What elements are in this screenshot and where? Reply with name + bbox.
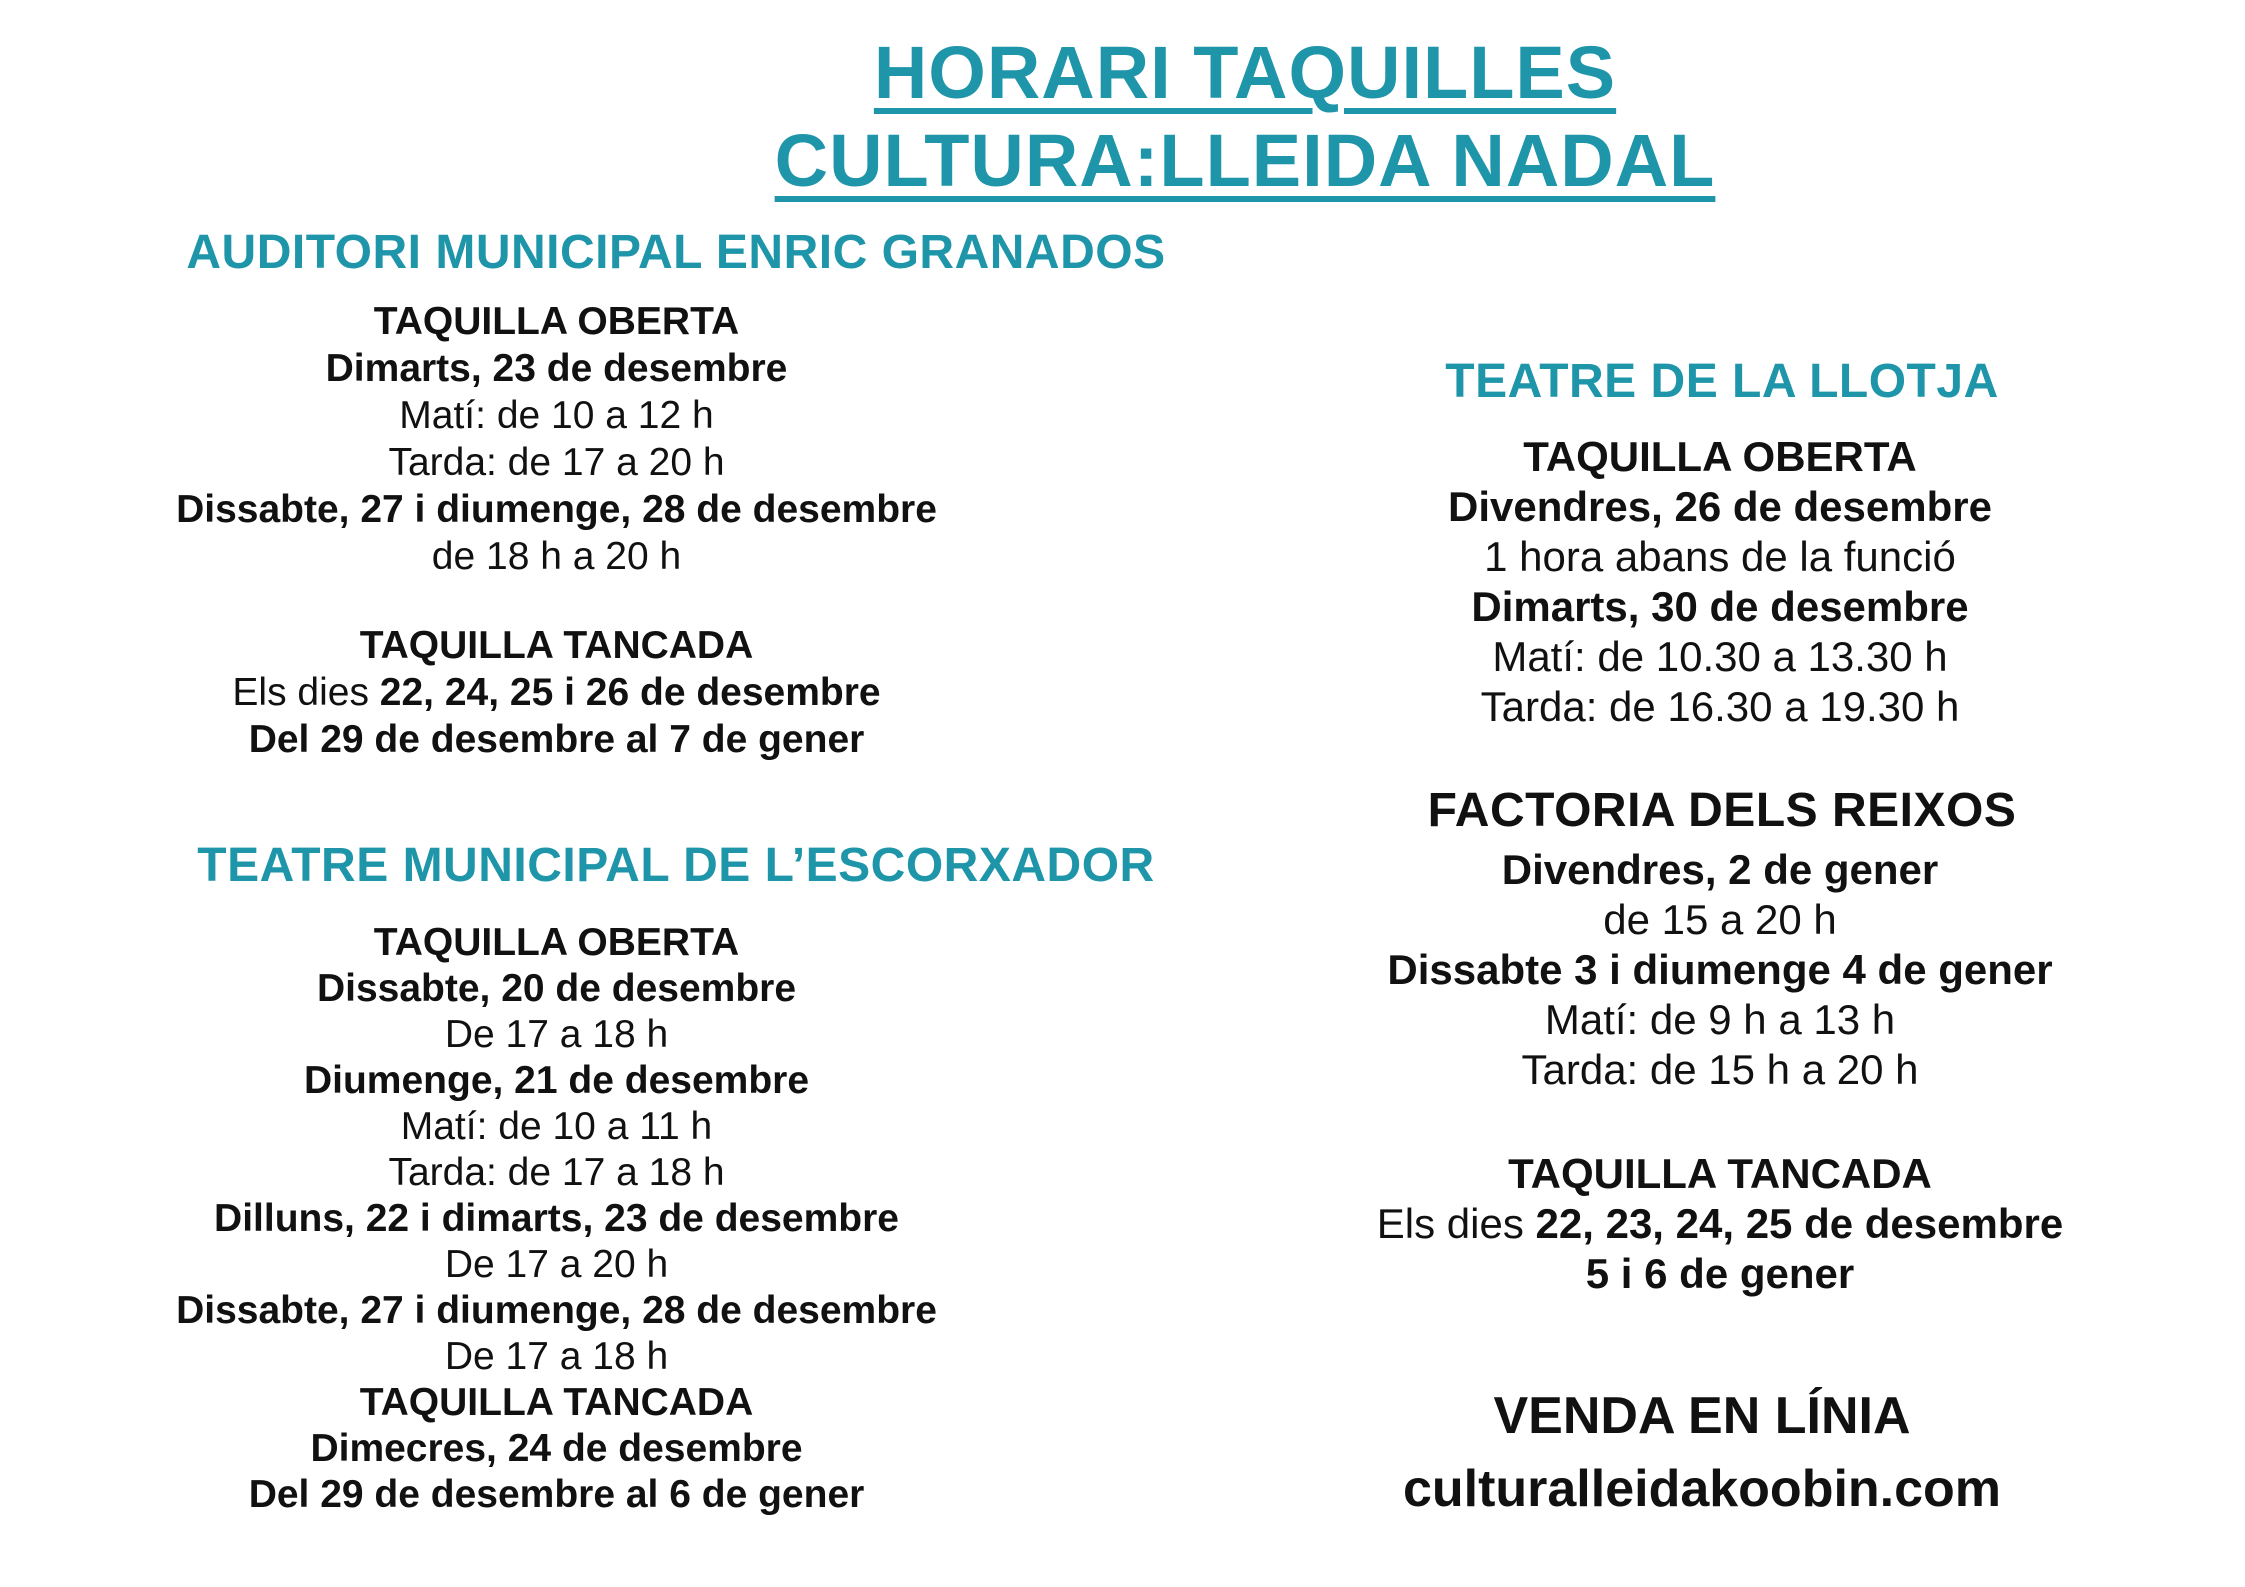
schedule-text: Tarda: de 15 h a 20 h — [1521, 1046, 1919, 1093]
schedule-text: TAQUILLA TANCADA — [359, 1381, 754, 1424]
schedule-llotja — [1200, 432, 2240, 732]
schedule-line — [0, 1196, 1113, 1242]
schedule-text: TAQUILLA OBERTA — [373, 921, 740, 964]
schedule-line — [0, 392, 1113, 439]
schedule-text: De 17 a 20 h — [444, 1243, 669, 1286]
schedule-line — [0, 920, 1113, 966]
schedule-line — [1200, 995, 2240, 1045]
schedule-text: 1 hora abans de la funció — [1484, 533, 1956, 580]
schedule-text: Els dies — [232, 671, 380, 714]
schedule-line — [0, 622, 1113, 669]
venue-heading-escorxador: TEATRE MUNICIPAL DE L’ESCORXADOR — [197, 839, 1155, 892]
schedule-text: Dissabte, 20 de desembre — [316, 967, 797, 1010]
schedule-auditori-closed — [0, 622, 1113, 763]
schedule-line — [0, 1012, 1113, 1058]
schedule-line — [0, 486, 1113, 533]
schedule-text: Del 29 de desembre al 7 de gener — [248, 718, 865, 761]
schedule-line — [0, 533, 1113, 580]
schedule-text: Dilluns, 22 i dimarts, 23 de desembre — [214, 1197, 899, 1240]
schedule-text: culturalleidakoobin.com — [1402, 1460, 2002, 1518]
schedule-line — [1200, 1149, 2240, 1199]
title-line-1: HORARI TAQUILLES — [873, 31, 1617, 114]
schedule-line — [0, 298, 1113, 345]
schedule-text: Dimecres, 24 de desembre — [310, 1427, 803, 1470]
schedule-line — [0, 669, 1113, 716]
schedule-text: VENDA EN LÍNIA — [1493, 1387, 1911, 1445]
schedule-right-closed — [1200, 1149, 2240, 1299]
schedule-line — [1200, 1249, 2240, 1299]
schedule-text: Dissabte 3 i diumenge 4 de gener — [1387, 946, 2053, 993]
schedule-escorxador — [0, 920, 1113, 1518]
schedule-text: Matí: de 9 h a 13 h — [1544, 996, 1896, 1043]
schedule-text: Dissabte, 27 i diumenge, 28 de desembre — [176, 1289, 937, 1332]
schedule-line — [1200, 1045, 2240, 1095]
schedule-line — [1182, 1453, 2222, 1526]
schedule-text: De 17 a 18 h — [444, 1013, 669, 1056]
schedule-text: De 17 a 18 h — [444, 1335, 669, 1378]
schedule-line — [1200, 945, 2240, 995]
schedule-line — [1200, 532, 2240, 582]
schedule-line — [1182, 1380, 2222, 1453]
schedule-auditori-open — [0, 298, 1113, 580]
schedule-line — [1200, 632, 2240, 682]
schedule-line — [0, 1058, 1113, 1104]
schedule-text: de 15 a 20 h — [1603, 896, 1837, 943]
venue-heading-factoria: FACTORIA DELS REIXOS — [1427, 784, 2017, 837]
schedule-line — [0, 1334, 1113, 1380]
schedule-text: TAQUILLA OBERTA — [1523, 433, 1917, 480]
schedule-text: Dimarts, 30 de desembre — [1471, 583, 1969, 630]
schedule-text: TAQUILLA TANCADA — [359, 624, 754, 667]
schedule-line — [1200, 895, 2240, 945]
schedule-line — [0, 1104, 1113, 1150]
schedule-text: Matí: de 10 a 11 h — [400, 1105, 713, 1148]
schedule-line — [0, 345, 1113, 392]
schedule-line — [0, 1242, 1113, 1288]
schedule-line — [1200, 682, 2240, 732]
schedule-text: Dissabte, 27 i diumenge, 28 de desembre — [176, 488, 937, 531]
schedule-text: Tarda: de 17 a 18 h — [388, 1151, 725, 1194]
schedule-line — [0, 1426, 1113, 1472]
schedule-line — [0, 1472, 1113, 1518]
schedule-text: Tarda: de 16.30 a 19.30 h — [1480, 683, 1960, 730]
schedule-line — [1200, 582, 2240, 632]
schedule-line — [0, 1150, 1113, 1196]
schedule-text: Diumenge, 21 de desembre — [303, 1059, 810, 1102]
schedule-line — [0, 439, 1113, 486]
schedule-text: de 18 h a 20 h — [431, 535, 682, 578]
schedule-text: Els dies — [1376, 1200, 1536, 1247]
schedule-line — [0, 1380, 1113, 1426]
schedule-text: Dimarts, 23 de desembre — [325, 347, 788, 390]
schedule-text: 22, 23, 24, 25 de desembre — [1535, 1200, 2064, 1247]
poster-title — [245, 29, 2245, 205]
schedule-line — [0, 966, 1113, 1012]
schedule-line — [1200, 845, 2240, 895]
schedule-factoria — [1200, 845, 2240, 1095]
schedule-text: Tarda: de 17 a 20 h — [388, 441, 725, 484]
schedule-line — [0, 1288, 1113, 1334]
online-sales — [1182, 1380, 2222, 1526]
schedule-text: Divendres, 26 de desembre — [1448, 483, 1992, 530]
venue-heading-auditori: AUDITORI MUNICIPAL ENRIC GRANADOS — [186, 226, 1166, 279]
schedule-text: Divendres, 2 de gener — [1501, 846, 1939, 893]
title-line-2: CULTURA:LLEIDA NADAL — [774, 119, 1716, 202]
schedule-text: TAQUILLA OBERTA — [373, 300, 740, 343]
schedule-line — [0, 716, 1113, 763]
schedule-text: Matí: de 10.30 a 13.30 h — [1492, 633, 1948, 680]
schedule-text: TAQUILLA TANCADA — [1508, 1150, 1932, 1197]
schedule-text: Matí: de 10 a 12 h — [399, 394, 714, 437]
schedule-text: 5 i 6 de gener — [1585, 1250, 1855, 1297]
schedule-line — [1200, 432, 2240, 482]
schedule-text: 22, 24, 25 i 26 de desembre — [379, 671, 881, 714]
schedule-line — [1200, 1199, 2240, 1249]
schedule-text: Del 29 de desembre al 6 de gener — [248, 1473, 865, 1516]
venue-heading-llotja: TEATRE DE LA LLOTJA — [1445, 355, 1999, 408]
schedule-line — [1200, 482, 2240, 532]
